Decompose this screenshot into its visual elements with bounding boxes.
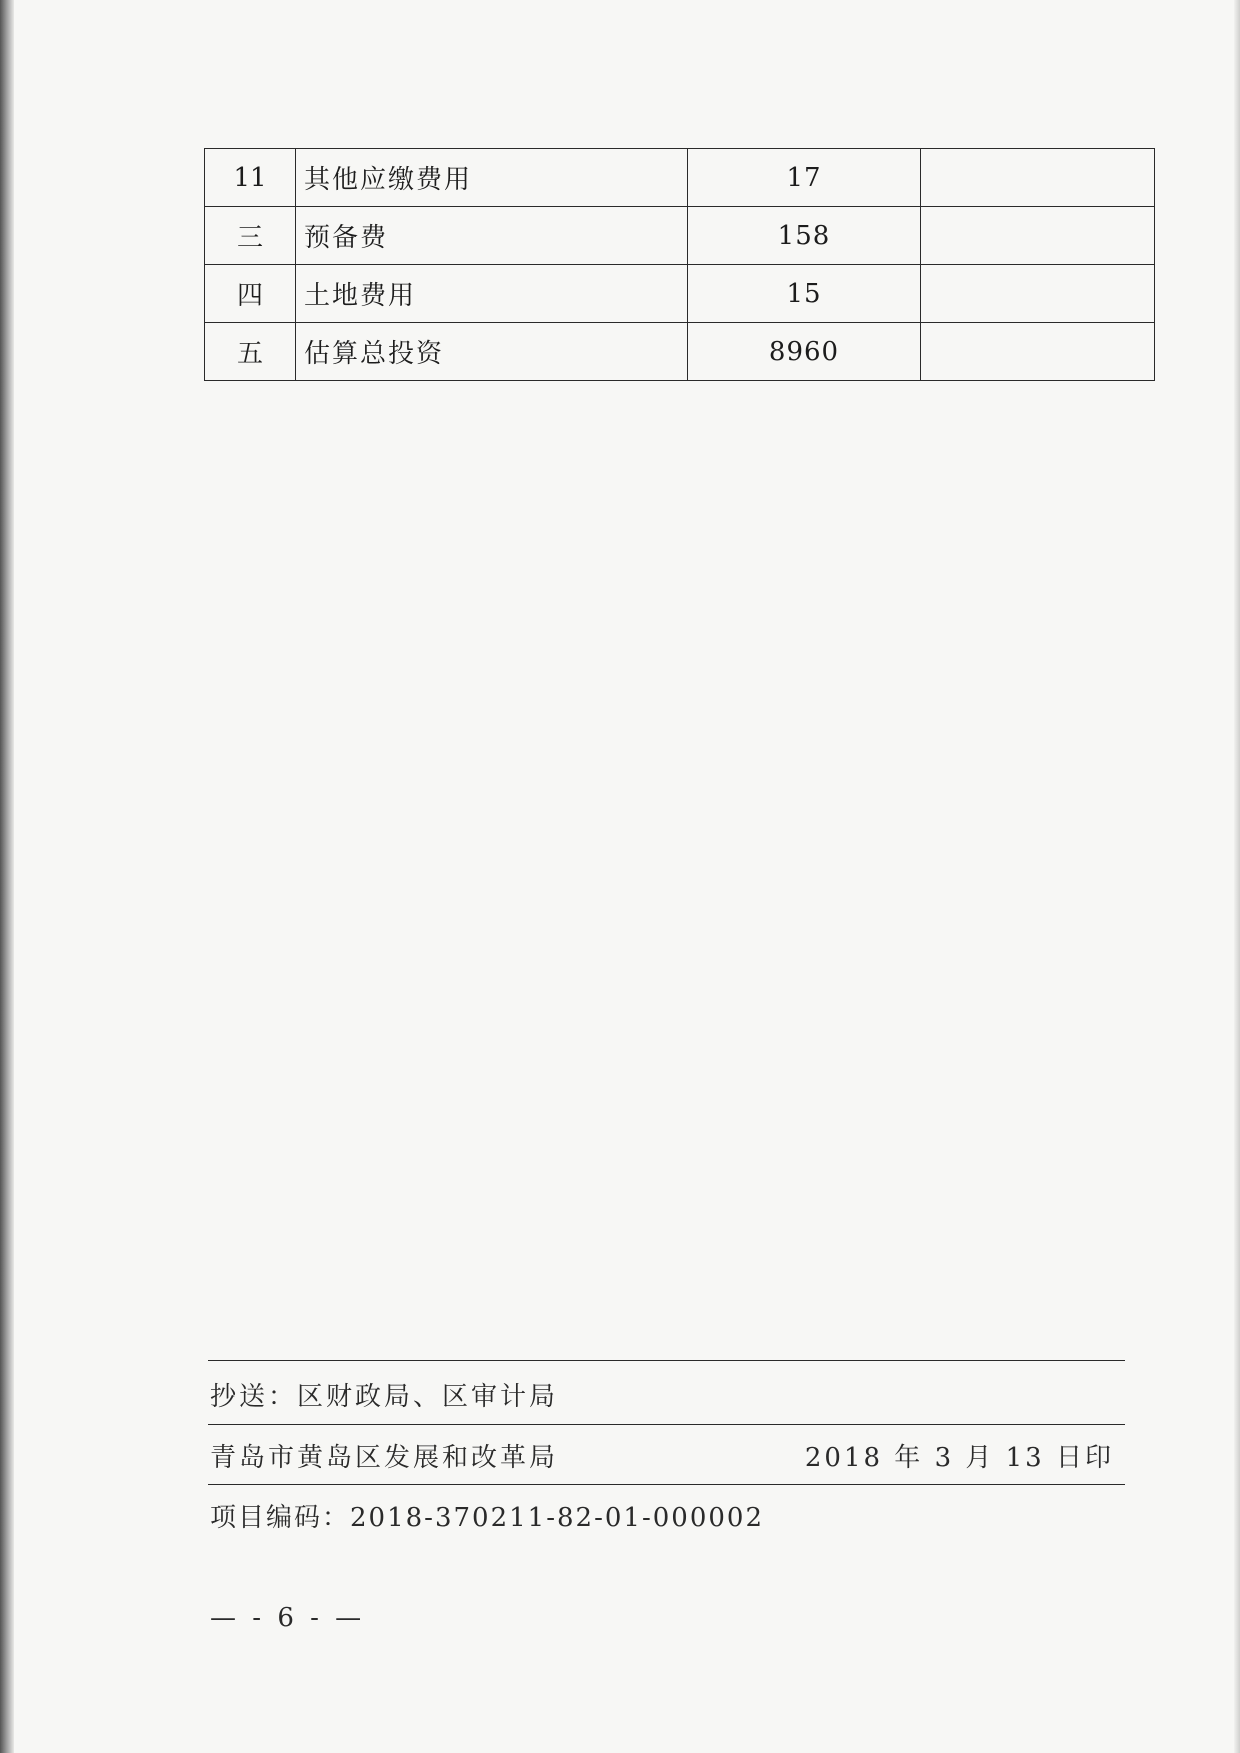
cost-item-name: 估算总投资 <box>296 323 688 381</box>
cost-amount: 8960 <box>688 323 921 381</box>
cc-recipients: 抄送：区财政局、区审计局 <box>210 1382 559 1412</box>
cost-item-name: 其他应缴费用 <box>296 149 688 207</box>
issuing-authority: 青岛市黄岛区发展和改革局 <box>210 1443 559 1473</box>
page-number: — - 6 - — <box>210 1603 366 1633</box>
row-number: 三 <box>205 207 296 265</box>
cost-amount: 17 <box>688 149 921 207</box>
footer-top-rule <box>208 1360 1125 1361</box>
project-code: 项目编码：2018-370211-82-01-000002 <box>210 1503 764 1533</box>
cost-item-name: 预备费 <box>296 207 688 265</box>
cost-item-name: 土地费用 <box>296 265 688 323</box>
row-number: 四 <box>205 265 296 323</box>
cost-amount: 15 <box>688 265 921 323</box>
footer-bottom-rule <box>208 1484 1125 1485</box>
cost-estimate-table <box>204 148 1155 381</box>
table-row <box>205 323 1155 381</box>
cost-note <box>921 207 1155 265</box>
row-number: 五 <box>205 323 296 381</box>
print-date: 2018 年 3 月 13 日印 <box>804 1443 1114 1473</box>
cost-amount: 158 <box>688 207 921 265</box>
cost-note <box>921 149 1155 207</box>
table-row <box>205 149 1155 207</box>
scan-right-edge <box>1234 0 1240 1753</box>
cost-note <box>921 265 1155 323</box>
scan-left-edge <box>0 0 14 1753</box>
row-number: 11 <box>205 149 296 207</box>
table-row <box>205 207 1155 265</box>
cost-note <box>921 323 1155 381</box>
footer-middle-rule <box>208 1424 1125 1425</box>
table-row <box>205 265 1155 323</box>
